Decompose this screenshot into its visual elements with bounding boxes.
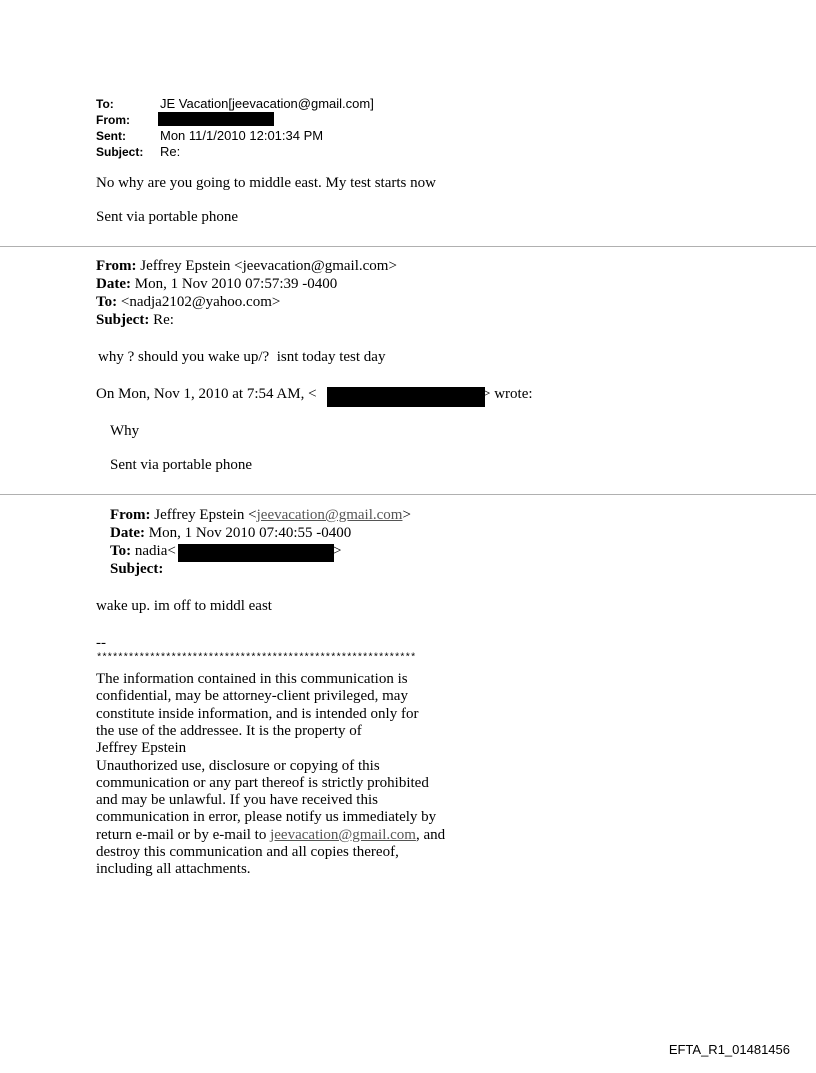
- date-value: Mon, 1 Nov 2010 07:40:55 -0400: [148, 525, 352, 541]
- message-signature: Sent via portable phone: [96, 209, 239, 225]
- subject-line: [110, 561, 163, 578]
- subject-label: Subject:: [96, 312, 150, 328]
- disclaimer-text: , and: [415, 826, 446, 843]
- redaction-box: [178, 544, 334, 562]
- disclaimer-line: communication or any part thereof is strictly prohibited: [96, 774, 429, 791]
- message-body: why ? should you wake up/? isnt today test day: [98, 349, 386, 365]
- from-close: >: [402, 507, 411, 523]
- to-label: To:: [110, 543, 132, 559]
- disclaimer-line: Unauthorized use, disclosure or copying of this: [96, 757, 380, 774]
- divider: [0, 494, 816, 495]
- email-link[interactable]: jeevacation@gmail.com: [270, 826, 416, 843]
- disclaimer-line: [96, 827, 445, 844]
- to-value: JE Vacation[jeevacation@gmail.com]: [160, 96, 374, 111]
- disclaimer-line: including all attachments.: [96, 861, 251, 878]
- from-label: From:: [96, 258, 137, 274]
- subject-line: [96, 312, 174, 329]
- message-body: No why are you going to middle east. My test starts now: [96, 175, 436, 191]
- from-name: Jeffrey Epstein <: [154, 507, 257, 523]
- quote-intro-start: On Mon, Nov 1, 2010 at 7:54 AM, <: [96, 386, 317, 402]
- date-line: [110, 525, 351, 542]
- disclaimer-text: return e-mail or by e-mail to: [96, 826, 271, 843]
- date-value: Mon, 1 Nov 2010 07:57:39 -0400: [134, 276, 338, 292]
- to-value: <nadja2102@yahoo.com>: [120, 294, 281, 310]
- quote-body: Why: [110, 423, 140, 439]
- disclaimer-line: the use of the addressee. It is the property of: [96, 722, 362, 739]
- to-line: [96, 294, 280, 311]
- quote-intro-end: > wrote:: [482, 386, 533, 402]
- to-label: To:: [96, 294, 118, 310]
- from-label: From:: [110, 507, 151, 523]
- subject-label: Subject:: [110, 561, 164, 577]
- date-line: [96, 276, 337, 293]
- disclaimer-line: Jeffrey Epstein: [96, 740, 187, 757]
- subject-value: Re:: [153, 312, 174, 328]
- disclaimer-line: confidential, may be attorney-client privileged, may: [96, 688, 408, 705]
- from-line: [96, 258, 397, 275]
- stars-divider: ************************************************************: [96, 652, 416, 664]
- redaction-box: [327, 387, 485, 407]
- disclaimer-line: The information contained in this communication is: [96, 671, 408, 687]
- date-label: Date:: [110, 525, 145, 541]
- sent-label: Sent:: [96, 129, 126, 143]
- from-value: Jeffrey Epstein <jeevacation@gmail.com>: [140, 258, 397, 274]
- divider: [0, 246, 816, 247]
- disclaimer-line: and may be unlawful. If you have received this: [96, 792, 378, 809]
- signature-dashes: --: [96, 635, 106, 651]
- disclaimer-line: destroy this communication and all copies thereof,: [96, 844, 399, 860]
- from-line: [110, 507, 411, 524]
- subject-label: Subject:: [96, 145, 144, 159]
- disclaimer-line: communication in error, please notify us immediately by: [96, 809, 437, 826]
- message-body: wake up. im off to middl east: [96, 598, 272, 614]
- subject-value: Re:: [160, 144, 181, 159]
- disclaimer-line: constitute inside information, and is intended only for: [96, 705, 419, 722]
- quote-signature: Sent via portable phone: [110, 457, 253, 473]
- redaction-box: [158, 112, 274, 126]
- document-id: EFTA_R1_01481456: [668, 1042, 790, 1057]
- sent-value: Mon 11/1/2010 12:01:34 PM: [160, 128, 324, 143]
- to-close: >: [333, 543, 342, 559]
- date-label: Date:: [96, 276, 131, 292]
- email-link[interactable]: jeevacation@gmail.com: [256, 507, 403, 523]
- from-label: From:: [96, 113, 130, 127]
- to-label: To:: [96, 97, 114, 111]
- to-value: nadia<: [134, 543, 176, 559]
- to-line: [110, 543, 176, 560]
